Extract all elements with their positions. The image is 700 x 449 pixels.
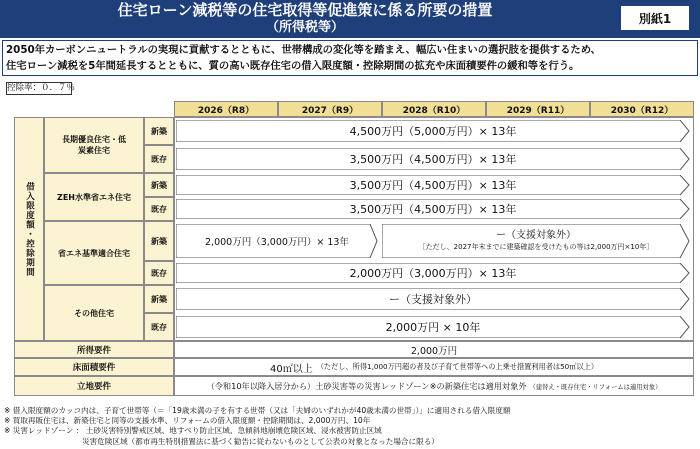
sub-new: 新築	[144, 117, 174, 145]
summary-line-2: 住宅ローン減税を5年間延長するとともに、質の高い既存住宅の借入限度額・控除期間の拡充や床面積要件の緩和等を行う。	[6, 60, 580, 72]
value-text: 2,000万円 × 10年	[385, 321, 481, 334]
sub-new: 新築	[144, 173, 174, 197]
value-text: 3,500万円（4,500万円）× 13年	[349, 153, 517, 166]
year-header-2028: 2028（R10）	[382, 101, 486, 117]
category-zeh: ZEH水準省エネ住宅	[44, 173, 144, 221]
value-zeh-existing	[176, 199, 690, 219]
value-energy-new-2026	[176, 224, 378, 258]
income-requirement-value: 2,000万円	[174, 341, 694, 358]
page-title: 住宅ローン減税等の住宅取得等促進策に係る所要の措置	[117, 1, 493, 19]
value-energy-existing	[176, 263, 690, 283]
value-note: ［ただし、2027年末までに建築確認を受けたもの等は2,000万円×10年］	[418, 243, 654, 251]
floor-area-note: （ただし、所得1,000万円超の者及び子育て世帯等への上乗せ措置利用者は50㎡以上）	[316, 362, 599, 371]
value-text: 3,500万円（4,500万円）× 13年	[349, 203, 517, 216]
category-energy-standard: 省エネ基準適合住宅	[44, 221, 144, 285]
year-header-2029: 2029（R11）	[486, 101, 590, 117]
value-text: 3,500万円（4,500万円）× 13年	[349, 179, 517, 192]
location-note: （建替え・既存住宅・リフォームは適用対象）	[529, 383, 662, 391]
footnotes	[4, 406, 698, 447]
sub-existing: 既存	[144, 145, 174, 173]
value-other-new	[176, 288, 690, 310]
year-header-2026: 2026（R8）	[174, 101, 278, 117]
value-zeh-new	[176, 175, 690, 195]
attachment-badge: 別紙1	[620, 5, 690, 31]
income-requirement-label: 所得要件	[14, 341, 174, 358]
title-bar	[0, 0, 700, 38]
location-value: （令和10年以降入居分から）土砂災害等の災害レッドゾーン※の新築住宅は適用対象外	[206, 380, 527, 391]
category-other: その他住宅	[44, 285, 144, 341]
value-energy-new-after	[382, 224, 690, 258]
deduction-rate-label: 控除率：０．７％	[7, 83, 76, 93]
summary-box	[2, 40, 698, 76]
value-long-life-existing	[176, 148, 690, 170]
footnote-3: ※ 災害レッドゾーン ： 土砂災害特別警戒区域、地すべり防止区域、急傾斜地崩壊危険区域、浸水被害防止区域	[4, 426, 382, 436]
page-subtitle: （所得税等）	[265, 20, 344, 35]
footnote-1: ※ 借入限度額のカッコ内は、子育て世帯等（＝「19歳未満の子を有する世帯（又は「夫婦のいずれかが40歳未満の世帯」）」に適用される借入限度額	[4, 406, 511, 415]
sub-new: 新築	[144, 285, 174, 313]
loan-limit-period-label: 借入限度額・控除期間	[14, 117, 44, 341]
year-header-2027: 2027（R9）	[278, 101, 382, 117]
footnote-4: 災害危険区域（都市再生特別措置法に基づく勧告に従わないものとして公表の対象となった場合に限る）	[82, 436, 439, 446]
floor-area-label: 床面積要件	[14, 358, 174, 376]
summary-line-1: 2050年カーボンニュートラルの実現に貢献するとともに、世帯構成の変化等を踏まえ、幅広い住まいの選択肢を提供するため、	[6, 44, 601, 56]
footnote-2: ※ 買取再販住宅は、新築住宅と同等の支援水準、リフォームの借入限度額・控除期間は、2,000万円、10年	[4, 416, 371, 426]
sub-existing: 既存	[144, 197, 174, 221]
location-value-cell	[174, 376, 694, 396]
value-long-life-new	[176, 120, 690, 142]
floor-area-value: 40㎡以上	[269, 363, 313, 375]
value-other-existing	[176, 316, 690, 338]
value-text: 2,000万円（3,000万円）× 13年	[205, 237, 349, 248]
floor-area-value-cell	[174, 358, 694, 376]
sub-new: 新築	[144, 221, 174, 261]
value-text: 4,500万円（5,000万円）× 13年	[349, 125, 517, 138]
value-text: ー（支援対象外）	[496, 230, 576, 241]
year-header-2030: 2030（R12）	[590, 101, 694, 117]
sub-existing: 既存	[144, 313, 174, 341]
category-long-life	[44, 117, 144, 173]
value-text: ー（支援対象外）	[389, 293, 477, 306]
value-text: 2,000万円（3,000万円）× 13年	[349, 267, 517, 280]
category-long-life-text: 長期優良住宅・低炭素住宅	[62, 135, 126, 155]
location-label: 立地要件	[14, 376, 174, 396]
sub-existing: 既存	[144, 261, 174, 285]
